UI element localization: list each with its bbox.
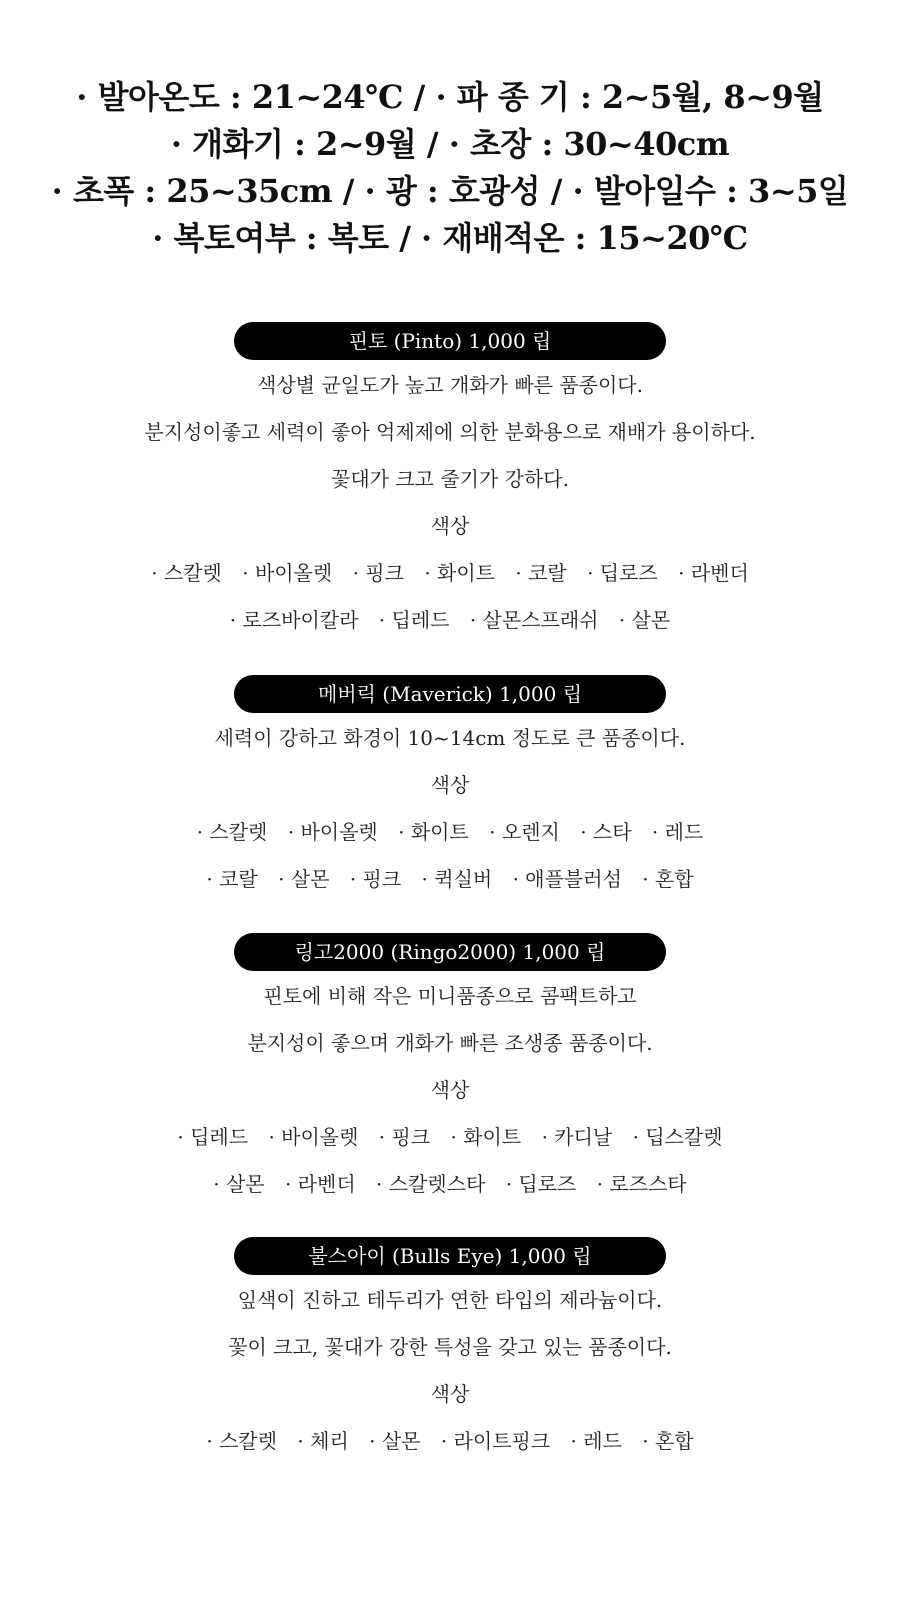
- color-item: · 스칼렛: [151, 561, 222, 585]
- color-heading: 색상: [430, 773, 470, 797]
- color-list-row: [0, 1114, 900, 1161]
- color-heading: 색상: [430, 514, 470, 538]
- color-heading: 색상: [430, 1078, 470, 1102]
- color-item: · 스칼렛: [206, 1429, 278, 1453]
- color-item: · 스칼렛: [196, 820, 268, 844]
- spec-line-width-light: · 초폭 : 25~35cm / · 광 : 호광성 / · 발아일수 : 3~5일: [51, 172, 849, 210]
- variety-section-pinto: [0, 322, 900, 644]
- color-item: · 화이트: [398, 820, 469, 844]
- spec-line-flowering: · 개화기 : 2~9월 / · 초장 : 30~40cm: [170, 125, 730, 163]
- color-item: · 로즈스타: [596, 1172, 687, 1196]
- variety-description: 색상별 균일도가 높고 개화가 빠른 품종이다.: [257, 373, 643, 397]
- variety-description: 세력이 강하고 화경이 10~14cm 정도로 큰 품종이다.: [214, 726, 686, 750]
- color-list-row: [0, 809, 900, 856]
- color-item: · 핑크: [349, 867, 402, 891]
- variety-section-ringo2000: [0, 933, 900, 1208]
- color-item: · 딥스칼렛: [632, 1125, 723, 1149]
- spec-line-germination: · 발아온도 : 21~24℃ / · 파 종 기 : 2~5월, 8~9월: [76, 78, 824, 116]
- color-item: · 라이트핑크: [440, 1429, 551, 1453]
- color-item: · 로즈바이칼라: [229, 608, 359, 632]
- color-item: · 화이트: [424, 561, 495, 585]
- color-item: · 레드: [570, 1429, 622, 1453]
- color-item: · 애플블러섬: [512, 867, 622, 891]
- color-item: · 라벤더: [284, 1172, 356, 1196]
- color-item: · 살몬스프래쉬: [469, 608, 599, 632]
- color-item: · 코랄: [515, 561, 567, 585]
- color-item: · 코랄: [206, 867, 258, 891]
- color-item: · 라벤더: [678, 561, 749, 585]
- variety-description: 잎색이 진하고 테두리가 연한 타입의 제라늄이다.: [237, 1288, 663, 1312]
- color-list-row: [0, 1161, 900, 1208]
- variety-title-ringo2000: 링고2000 (Ringo2000) 1,000 립: [234, 933, 666, 971]
- variety-description: 분지성이 좋으며 개화가 빠른 조생종 품종이다.: [247, 1031, 653, 1055]
- variety-description: 분지성이좋고 세력이 좋아 억제제에 의한 분화용으로 재배가 용이하다.: [144, 420, 756, 444]
- variety-section-maverick: [0, 675, 900, 903]
- color-item: · 오렌지: [489, 820, 560, 844]
- color-item: · 혼합: [642, 867, 694, 891]
- color-list-row: [0, 1418, 900, 1465]
- color-item: · 살몬: [618, 608, 671, 632]
- color-list-row: [0, 550, 900, 597]
- variety-title-bulls-eye: 불스아이 (Bulls Eye) 1,000 립: [234, 1237, 666, 1275]
- color-item: · 딥로즈: [587, 561, 658, 585]
- variety-section-bulls-eye: [0, 1237, 900, 1465]
- color-item: · 딥레드: [378, 608, 450, 632]
- color-item: · 화이트: [450, 1125, 522, 1149]
- variety-description: 꽃이 크고, 꽃대가 강한 특성을 갖고 있는 품종이다.: [228, 1335, 672, 1359]
- variety-title-pinto: 핀토 (Pinto) 1,000 립: [234, 322, 666, 360]
- color-list-row: [0, 597, 900, 644]
- variety-description: 핀토에 비해 작은 미니품종으로 콤팩트하고: [263, 984, 637, 1008]
- color-list-row: [0, 856, 900, 903]
- color-item: · 체리: [297, 1429, 349, 1453]
- color-item: · 바이올렛: [242, 561, 333, 585]
- color-item: · 레드: [651, 820, 704, 844]
- color-item: · 스타: [580, 820, 632, 844]
- color-item: · 바이올렛: [287, 820, 378, 844]
- color-item: · 카디날: [541, 1125, 613, 1149]
- color-item: · 딥로즈: [505, 1172, 577, 1196]
- color-item: · 퀵실버: [421, 867, 493, 891]
- spec-summary: [0, 74, 900, 262]
- color-item: · 핑크: [378, 1125, 431, 1149]
- color-item: · 혼합: [642, 1429, 694, 1453]
- color-item: · 바이올렛: [268, 1125, 359, 1149]
- color-item: · 스칼렛스타: [376, 1172, 486, 1196]
- variety-title-maverick: 메버릭 (Maverick) 1,000 립: [234, 675, 666, 713]
- variety-description: 꽃대가 크고 줄기가 강하다.: [331, 467, 569, 491]
- color-item: · 살몬: [369, 1429, 421, 1453]
- color-item: · 살몬: [278, 867, 330, 891]
- spec-line-soil-temperature: · 복토여부 : 복토 / · 재배적온 : 15~20℃: [152, 219, 748, 257]
- color-item: · 딥레드: [177, 1125, 249, 1149]
- color-heading: 색상: [430, 1382, 470, 1406]
- color-item: · 살몬: [213, 1172, 265, 1196]
- color-item: · 핑크: [352, 561, 404, 585]
